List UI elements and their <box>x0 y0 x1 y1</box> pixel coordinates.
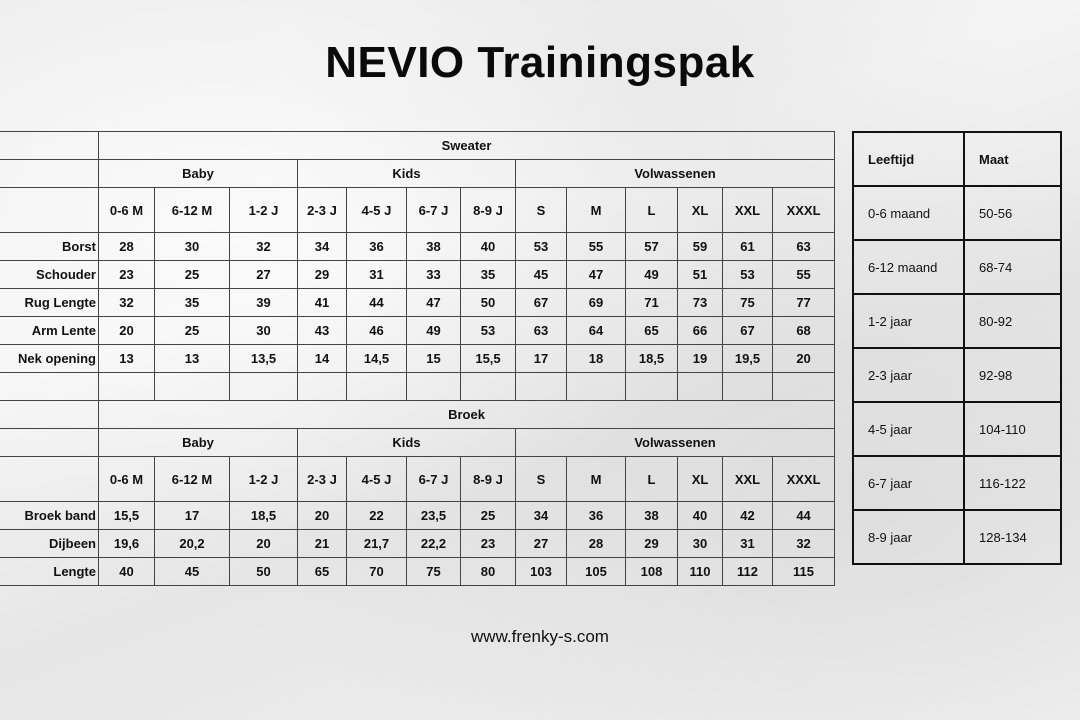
measurement-value: 115 <box>773 558 835 586</box>
measurement-value: 46 <box>347 317 407 345</box>
spacer-row <box>0 373 835 401</box>
measurement-value: 61 <box>723 233 773 261</box>
sweater-section-header-row <box>0 132 835 160</box>
measurement-value: 20,2 <box>155 530 230 558</box>
measurement-value: 33 <box>407 261 461 289</box>
measurement-label: Lengte <box>0 558 99 586</box>
measurement-value: 35 <box>155 289 230 317</box>
measurement-value: 41 <box>298 289 347 317</box>
age-table-row <box>853 186 1061 240</box>
measurement-value: 18,5 <box>230 502 298 530</box>
sweater-size-header: XL <box>678 188 723 233</box>
broek-group-label: Volwassenen <box>516 429 835 457</box>
measurement-value: 32 <box>230 233 298 261</box>
age-table-row <box>853 510 1061 564</box>
age-cell: 4-5 jaar <box>853 402 964 456</box>
blank-cell <box>0 188 99 233</box>
broek-size-header: XXXL <box>773 457 835 502</box>
measurement-value: 39 <box>230 289 298 317</box>
measurement-value: 20 <box>99 317 155 345</box>
size-cell: 116-122 <box>964 456 1061 510</box>
measurement-value: 25 <box>155 317 230 345</box>
sweater-group-row <box>0 160 835 188</box>
empty-cell <box>230 373 298 401</box>
measurement-label: Broek band <box>0 502 99 530</box>
measurement-value: 31 <box>723 530 773 558</box>
sweater-section-title: Sweater <box>99 132 835 160</box>
measurement-value: 108 <box>626 558 678 586</box>
measurement-value: 19,6 <box>99 530 155 558</box>
size-cell: 68-74 <box>964 240 1061 294</box>
empty-cell <box>155 373 230 401</box>
age-cell: 2-3 jaar <box>853 348 964 402</box>
sweater-size-header: M <box>567 188 626 233</box>
blank-cell <box>0 429 99 457</box>
empty-cell <box>407 373 461 401</box>
measurement-value: 36 <box>567 502 626 530</box>
age-table-row <box>853 294 1061 348</box>
measurement-value: 45 <box>516 261 567 289</box>
measurement-value: 105 <box>567 558 626 586</box>
measurement-value: 59 <box>678 233 723 261</box>
sweater-size-header: 0-6 M <box>99 188 155 233</box>
measurement-value: 55 <box>773 261 835 289</box>
measurement-value: 67 <box>516 289 567 317</box>
sweater-size-header: XXL <box>723 188 773 233</box>
measurement-value: 49 <box>626 261 678 289</box>
age-cell: 8-9 jaar <box>853 510 964 564</box>
age-table-row <box>853 402 1061 456</box>
measurement-value: 36 <box>347 233 407 261</box>
measurement-value: 30 <box>230 317 298 345</box>
broek-section-header-row <box>0 401 835 429</box>
broek-size-header: M <box>567 457 626 502</box>
measurement-value: 38 <box>626 502 678 530</box>
sweater-measurement-row <box>0 261 835 289</box>
measurement-value: 103 <box>516 558 567 586</box>
measurement-value: 53 <box>723 261 773 289</box>
measurement-value: 31 <box>347 261 407 289</box>
empty-cell <box>626 373 678 401</box>
empty-cell <box>347 373 407 401</box>
measurement-value: 14,5 <box>347 345 407 373</box>
measurement-value: 57 <box>626 233 678 261</box>
empty-cell <box>567 373 626 401</box>
broek-size-header: L <box>626 457 678 502</box>
size-chart-table <box>0 131 835 586</box>
measurement-value: 49 <box>407 317 461 345</box>
age-cell: 0-6 maand <box>853 186 964 240</box>
broek-group-label: Baby <box>99 429 298 457</box>
measurement-value: 40 <box>461 233 516 261</box>
measurement-value: 53 <box>516 233 567 261</box>
broek-size-header: 4-5 J <box>347 457 407 502</box>
sweater-size-header: 8-9 J <box>461 188 516 233</box>
broek-measurement-row <box>0 502 835 530</box>
empty-cell <box>723 373 773 401</box>
measurement-value: 70 <box>347 558 407 586</box>
measurement-value: 45 <box>155 558 230 586</box>
measurement-value: 40 <box>678 502 723 530</box>
measurement-value: 55 <box>567 233 626 261</box>
measurement-label: Borst <box>0 233 99 261</box>
measurement-value: 64 <box>567 317 626 345</box>
measurement-value: 80 <box>461 558 516 586</box>
size-cell: 128-134 <box>964 510 1061 564</box>
broek-size-header: 0-6 M <box>99 457 155 502</box>
sweater-size-header: 2-3 J <box>298 188 347 233</box>
broek-size-header: 6-12 M <box>155 457 230 502</box>
broek-size-header: 8-9 J <box>461 457 516 502</box>
sweater-group-label: Baby <box>99 160 298 188</box>
measurement-value: 22 <box>347 502 407 530</box>
measurement-value: 47 <box>407 289 461 317</box>
measurement-value: 17 <box>516 345 567 373</box>
measurement-value: 75 <box>407 558 461 586</box>
measurement-value: 21 <box>298 530 347 558</box>
sweater-size-header: XXXL <box>773 188 835 233</box>
measurement-value: 71 <box>626 289 678 317</box>
empty-cell <box>99 373 155 401</box>
age-size-table <box>852 131 1062 565</box>
measurement-value: 63 <box>773 233 835 261</box>
measurement-value: 47 <box>567 261 626 289</box>
sweater-size-header: 1-2 J <box>230 188 298 233</box>
measurement-value: 67 <box>723 317 773 345</box>
measurement-value: 25 <box>461 502 516 530</box>
measurement-value: 50 <box>461 289 516 317</box>
measurement-value: 38 <box>407 233 461 261</box>
sweater-size-header: 6-7 J <box>407 188 461 233</box>
broek-size-header: XXL <box>723 457 773 502</box>
measurement-label: Dijbeen <box>0 530 99 558</box>
measurement-label: Arm Lente <box>0 317 99 345</box>
age-size-body <box>853 132 1061 564</box>
sweater-size-header: L <box>626 188 678 233</box>
age-cell: 6-12 maand <box>853 240 964 294</box>
measurement-value: 13 <box>99 345 155 373</box>
measurement-value: 23 <box>461 530 516 558</box>
measurement-value: 66 <box>678 317 723 345</box>
measurement-value: 65 <box>298 558 347 586</box>
measurement-value: 23 <box>99 261 155 289</box>
measurement-value: 40 <box>99 558 155 586</box>
broek-section-title: Broek <box>99 401 835 429</box>
age-table-header-row <box>853 132 1061 186</box>
measurement-value: 27 <box>516 530 567 558</box>
measurement-value: 44 <box>347 289 407 317</box>
sweater-size-row <box>0 188 835 233</box>
measurement-value: 68 <box>773 317 835 345</box>
broek-group-label: Kids <box>298 429 516 457</box>
measurement-value: 29 <box>298 261 347 289</box>
broek-size-row <box>0 457 835 502</box>
size-cell: 104-110 <box>964 402 1061 456</box>
measurement-label: Nek opening <box>0 345 99 373</box>
measurement-value: 21,7 <box>347 530 407 558</box>
measurement-value: 32 <box>773 530 835 558</box>
measurement-value: 17 <box>155 502 230 530</box>
empty-cell <box>298 373 347 401</box>
measurement-value: 15,5 <box>461 345 516 373</box>
sweater-size-header: 4-5 J <box>347 188 407 233</box>
sweater-measurement-row <box>0 345 835 373</box>
measurement-value: 19,5 <box>723 345 773 373</box>
age-table-row <box>853 348 1061 402</box>
measurement-value: 34 <box>516 502 567 530</box>
measurement-value: 69 <box>567 289 626 317</box>
size-chart-body <box>0 132 835 586</box>
broek-size-header: XL <box>678 457 723 502</box>
measurement-value: 63 <box>516 317 567 345</box>
broek-measurement-row <box>0 530 835 558</box>
sweater-measurement-row <box>0 289 835 317</box>
measurement-value: 15 <box>407 345 461 373</box>
broek-size-header: 1-2 J <box>230 457 298 502</box>
measurement-value: 77 <box>773 289 835 317</box>
measurement-value: 18,5 <box>626 345 678 373</box>
size-cell: 92-98 <box>964 348 1061 402</box>
empty-cell <box>461 373 516 401</box>
measurement-label: Schouder <box>0 261 99 289</box>
sweater-size-header: 6-12 M <box>155 188 230 233</box>
empty-cell <box>516 373 567 401</box>
sweater-measurement-row <box>0 233 835 261</box>
age-cell: 6-7 jaar <box>853 456 964 510</box>
measurement-value: 42 <box>723 502 773 530</box>
age-table-header: Leeftijd <box>853 132 964 186</box>
measurement-value: 51 <box>678 261 723 289</box>
measurement-value: 44 <box>773 502 835 530</box>
age-table-header: Maat <box>964 132 1061 186</box>
broek-size-header: 6-7 J <box>407 457 461 502</box>
blank-cell <box>0 160 99 188</box>
measurement-value: 28 <box>567 530 626 558</box>
broek-size-header: S <box>516 457 567 502</box>
blank-cell <box>0 457 99 502</box>
sweater-measurement-row <box>0 317 835 345</box>
measurement-value: 25 <box>155 261 230 289</box>
measurement-value: 20 <box>298 502 347 530</box>
measurement-value: 13 <box>155 345 230 373</box>
sweater-size-header: S <box>516 188 567 233</box>
size-cell: 80-92 <box>964 294 1061 348</box>
measurement-value: 23,5 <box>407 502 461 530</box>
sweater-group-label: Volwassenen <box>516 160 835 188</box>
measurement-value: 20 <box>773 345 835 373</box>
measurement-value: 73 <box>678 289 723 317</box>
broek-group-row <box>0 429 835 457</box>
measurement-value: 29 <box>626 530 678 558</box>
broek-size-header: 2-3 J <box>298 457 347 502</box>
age-cell: 1-2 jaar <box>853 294 964 348</box>
measurement-value: 65 <box>626 317 678 345</box>
measurement-value: 110 <box>678 558 723 586</box>
measurement-value: 35 <box>461 261 516 289</box>
measurement-value: 22,2 <box>407 530 461 558</box>
measurement-value: 14 <box>298 345 347 373</box>
page-title: NEVIO Trainingspak <box>325 38 755 87</box>
empty-cell <box>0 373 99 401</box>
sweater-group-label: Kids <box>298 160 516 188</box>
measurement-value: 28 <box>99 233 155 261</box>
measurement-label: Rug Lengte <box>0 289 99 317</box>
measurement-value: 20 <box>230 530 298 558</box>
measurement-value: 30 <box>678 530 723 558</box>
measurement-value: 18 <box>567 345 626 373</box>
measurement-value: 43 <box>298 317 347 345</box>
empty-cell <box>773 373 835 401</box>
age-table-row <box>853 240 1061 294</box>
website-link[interactable]: www.frenky-s.com <box>471 627 609 646</box>
measurement-value: 27 <box>230 261 298 289</box>
measurement-value: 112 <box>723 558 773 586</box>
broek-measurement-row <box>0 558 835 586</box>
measurement-value: 13,5 <box>230 345 298 373</box>
measurement-value: 75 <box>723 289 773 317</box>
measurement-value: 50 <box>230 558 298 586</box>
measurement-value: 19 <box>678 345 723 373</box>
measurement-value: 53 <box>461 317 516 345</box>
measurement-value: 30 <box>155 233 230 261</box>
size-cell: 50-56 <box>964 186 1061 240</box>
measurement-value: 15,5 <box>99 502 155 530</box>
measurement-value: 32 <box>99 289 155 317</box>
age-table-row <box>853 456 1061 510</box>
blank-cell <box>0 401 99 429</box>
blank-cell <box>0 132 99 160</box>
empty-cell <box>678 373 723 401</box>
measurement-value: 34 <box>298 233 347 261</box>
